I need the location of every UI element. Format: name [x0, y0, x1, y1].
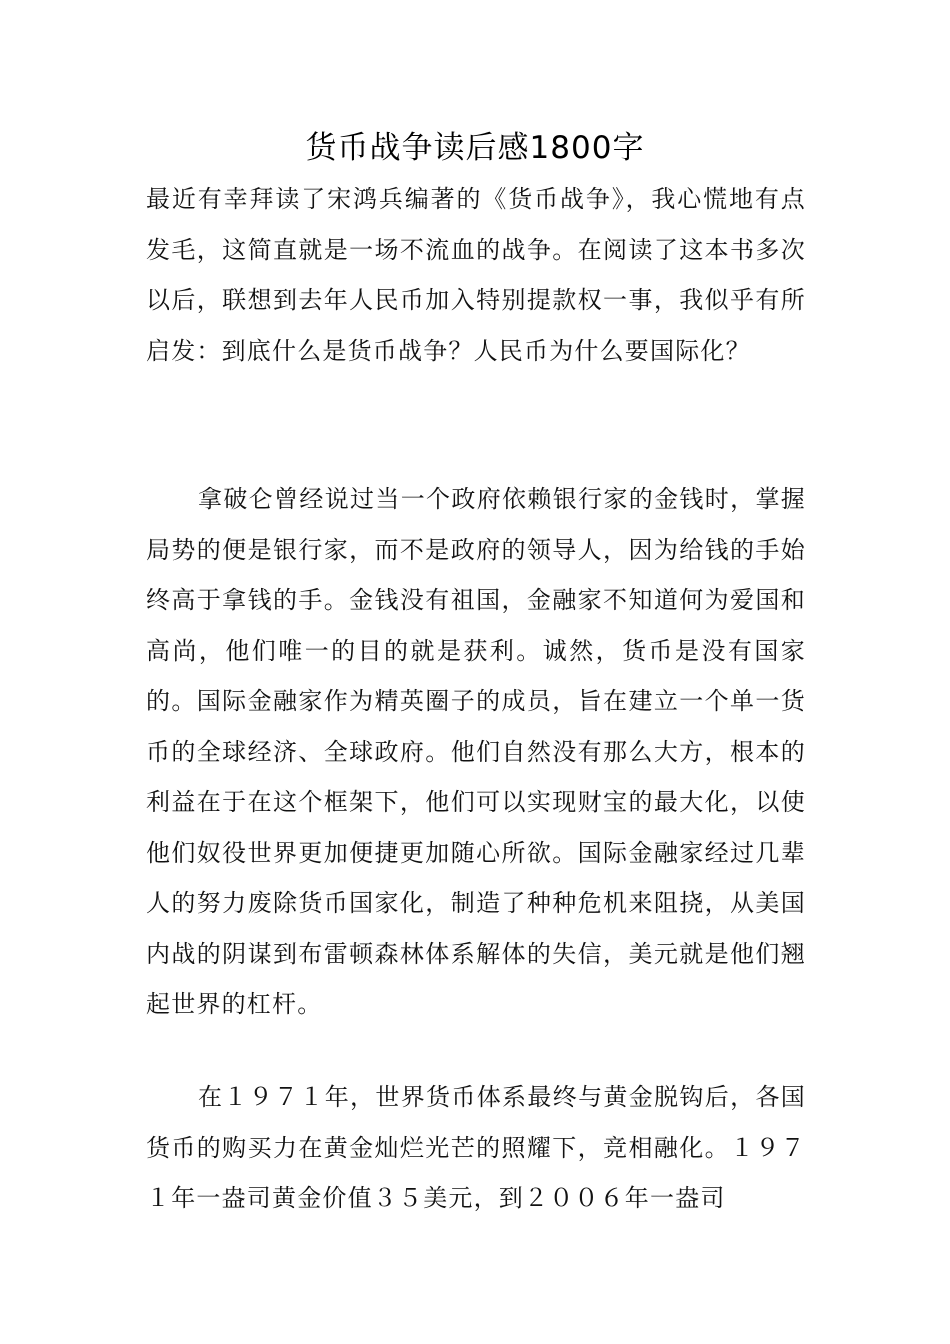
document-title: 货币战争读后感1800字: [305, 130, 645, 166]
paragraph-intro: 最近有幸拜读了宋鸿兵编著的《货币战争》，我心慌地有点发毛，这简直就是一场不流血的战争。在阅读了这本书多次以后，联想到去年人民币加入特别提款权一事，我似乎有所启发：到底什么是货币战争？人民币为什么要国际化？: [146, 185, 806, 365]
paragraph-napoleon: 拿破仑曾经说过当一个政府依赖银行家的金钱时，掌握局势的便是银行家，而不是政府的领导人，因为给钱的手始终高于拿钱的手。金钱没有祖国，金融家不知道何为爱国和高尚，他们唯一的目的就是获利。诚然，货币是没有国家的。国际金融家作为精英圈子的成员，旨在建立一个单一货币的全球经济、全球政府。他们自然没有那么大方，根本的利益在于在这个框架下，他们可以实现财宝的最大化，以使他们奴役世界更加便捷更加随心所欲。国际金融家经过几辈人的努力废除货币国家化，制造了种种危机来阻挠，从美国内战的阴谋到布雷顿森林体系解体的失信，美元就是他们翘起世界的杠杆。: [146, 485, 806, 1018]
paragraph-gold-1971: 在１９７１年，世界货币体系最终与黄金脱钩后，各国货币的购买力在黄金灿烂光芒的照耀下，竞相融化。１９７１年一盎司黄金价值３５美元，到２００６年一盎司: [146, 1083, 806, 1212]
